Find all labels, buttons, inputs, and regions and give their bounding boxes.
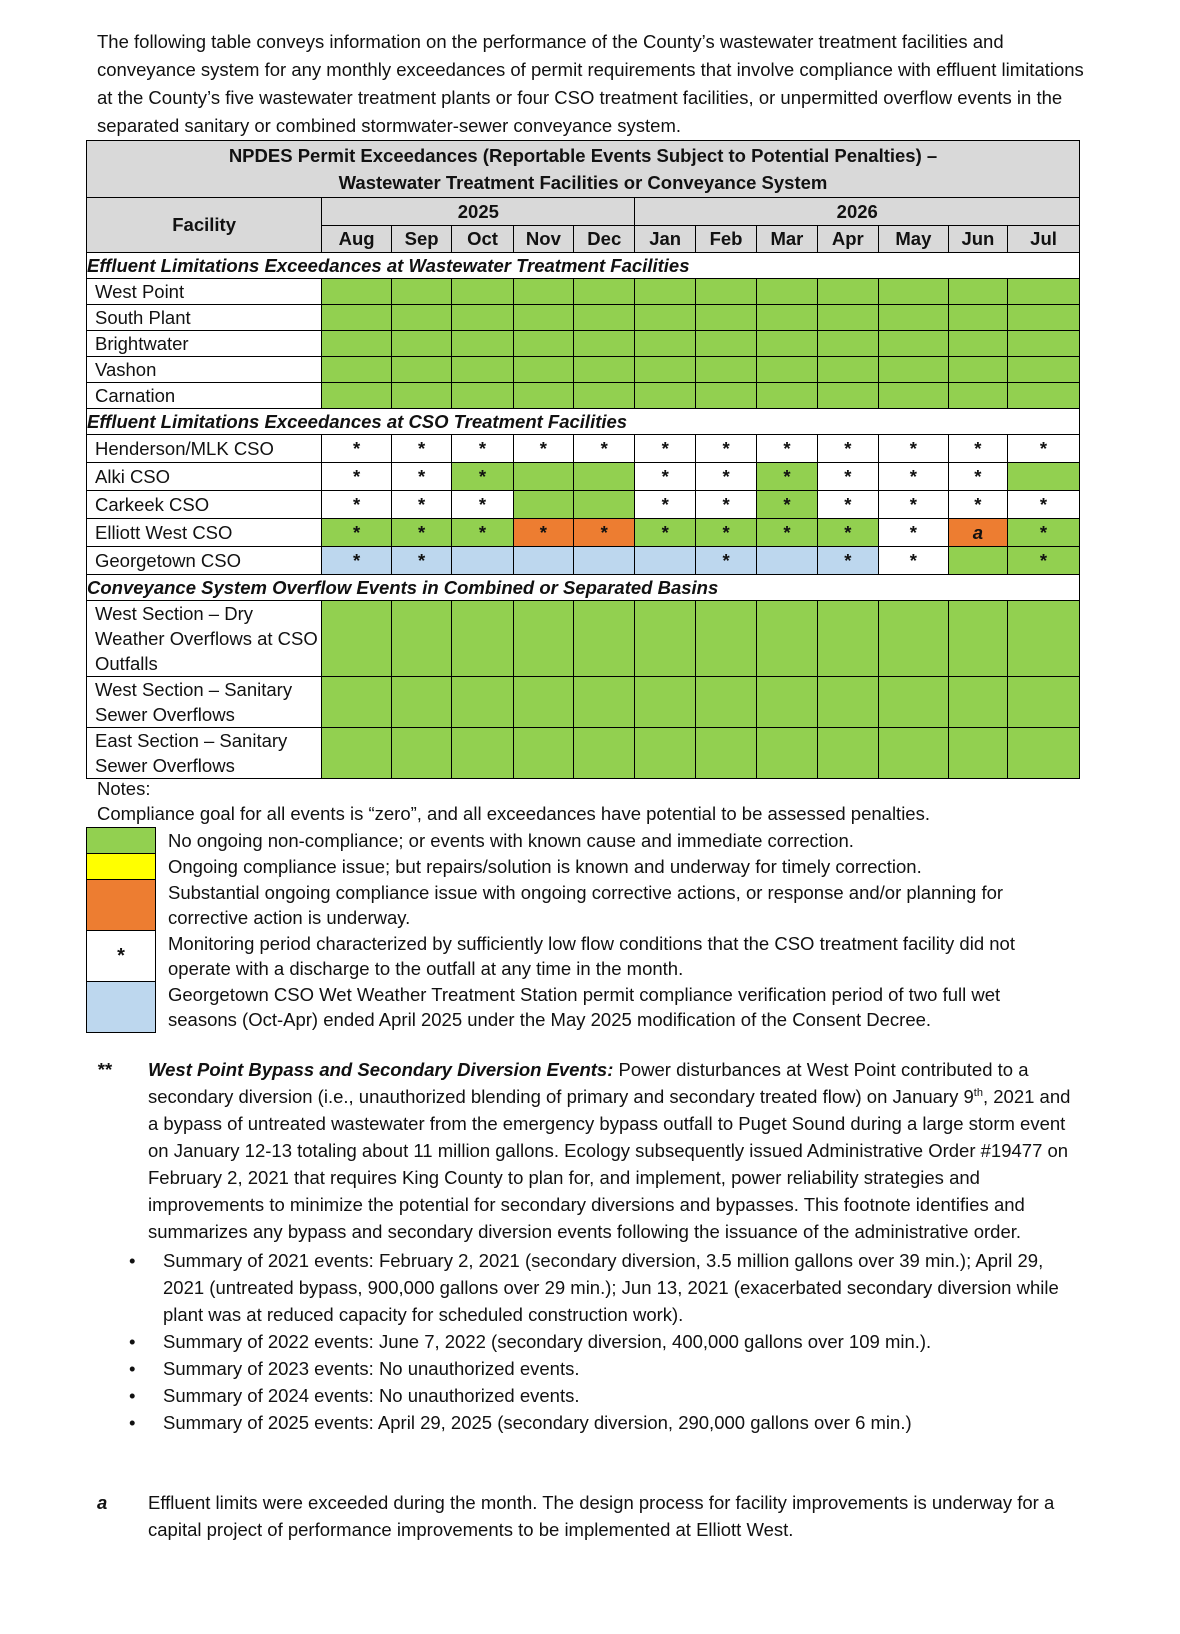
table-row [87, 728, 1080, 779]
legend-item [87, 828, 1049, 854]
status-cell: * [879, 435, 949, 463]
table-row [87, 463, 1080, 491]
month-header: Jun [948, 226, 1007, 253]
status-cell: * [757, 519, 817, 547]
status-cell [757, 601, 817, 677]
facility-name: West Section – Dry Weather Overflows at CSO Outfalls [87, 601, 322, 677]
status-cell [817, 383, 878, 409]
bullet-text: Summary of 2021 events: February 2, 2021 (secondary diversion, 3.5 million gallons over 39 min.); April 29, 2021 (untreated bypass, 900,000 gallons over 29 min.); Jun 13, 2021 (exacerbated secondary diversion while plant was at reduced capacity for scheduled construction work). [163, 1250, 1059, 1325]
status-cell [391, 305, 451, 331]
facility-name: West Section – Sanitary Sewer Overflows [87, 677, 322, 728]
status-cell: * [817, 491, 878, 519]
status-cell: * [695, 519, 756, 547]
status-cell [948, 279, 1007, 305]
status-cell: * [817, 519, 878, 547]
bullet-text: Summary of 2023 events: No unauthorized events. [163, 1358, 580, 1379]
table-title-line1: NPDES Permit Exceedances (Reportable Events Subject to Potential Penalties) – [228, 145, 938, 166]
status-cell: * [574, 519, 635, 547]
table-row [87, 601, 1080, 677]
table-row [87, 677, 1080, 728]
section-title: Effluent Limitations Exceedances at CSO Treatment Facilities [87, 409, 1080, 435]
facility-name: Brightwater [87, 331, 322, 357]
status-cell [695, 279, 756, 305]
month-header: Jan [635, 226, 695, 253]
status-cell: * [695, 491, 756, 519]
status-cell [879, 305, 949, 331]
status-cell [574, 305, 635, 331]
legend-text: Substantial ongoing compliance issue with ongoing corrective actions, or response and/or planning for corrective action is underway. [168, 882, 1004, 928]
bullet-icon: • [129, 1358, 136, 1379]
intro-paragraph: The following table conveys information on the performance of the County’s wastewater treatment facilities and conveyance system for any monthly exceedances of permit requirements that involve compliance with effluent limitations at the County’s five wastewater treatment plants or four CSO treatment facilities, or unpermitted overflow events in the separated sanitary or combined stormwater-sewer conveyance system. [97, 31, 1084, 136]
status-cell [322, 357, 392, 383]
status-cell [513, 728, 573, 779]
status-cell [948, 357, 1007, 383]
status-cell: a [948, 519, 1007, 547]
status-cell [948, 728, 1007, 779]
status-cell: * [322, 463, 392, 491]
status-cell: * [513, 519, 573, 547]
table-row [87, 357, 1080, 383]
legend-text: Georgetown CSO Wet Weather Treatment Station permit compliance verification period of two full wet seasons (Oct-Apr) ended April 2025 under the May 2025 modification of the Consent Decree. [168, 984, 1001, 1030]
status-cell [574, 491, 635, 519]
status-cell [1008, 279, 1080, 305]
status-cell [452, 601, 513, 677]
legend-swatch [87, 982, 156, 1033]
events-summary-list [97, 1247, 1077, 1436]
compliance-goal: Compliance goal for all events is “zero”, and all exceedances have potential to be assessed penalties. [97, 803, 930, 824]
status-cell [513, 601, 573, 677]
status-cell [574, 677, 635, 728]
status-cell [635, 728, 695, 779]
facility-name: Henderson/MLK CSO [87, 435, 322, 463]
status-cell [817, 728, 878, 779]
table-row [87, 331, 1080, 357]
month-header: Sep [391, 226, 451, 253]
status-cell: * [452, 463, 513, 491]
bullet-icon: • [129, 1412, 136, 1433]
legend-text: Monitoring period characterized by sufficiently low flow conditions that the CSO treatment facility did not operate with a discharge to the outfall at any time in the month. [168, 933, 1015, 979]
facility-column-header: Facility [87, 198, 322, 253]
facility-name: Elliott West CSO [87, 519, 322, 547]
facility-name: Vashon [87, 357, 322, 383]
year-2025-header: 2025 [322, 198, 635, 226]
status-cell [452, 677, 513, 728]
footnote-a-mark: a [97, 1492, 108, 1513]
status-cell: * [817, 547, 878, 575]
status-cell [574, 279, 635, 305]
table-row [87, 383, 1080, 409]
legend [86, 827, 1049, 1033]
list-item [97, 1328, 1077, 1355]
status-cell [391, 279, 451, 305]
status-cell: * [452, 491, 513, 519]
table-title [87, 141, 1080, 198]
status-cell [513, 305, 573, 331]
status-cell [757, 383, 817, 409]
month-header: Feb [695, 226, 756, 253]
facility-name: Carkeek CSO [87, 491, 322, 519]
status-cell: * [635, 463, 695, 491]
status-cell [452, 728, 513, 779]
notes-heading: Notes: [97, 778, 151, 799]
status-cell [574, 601, 635, 677]
status-cell [695, 357, 756, 383]
status-cell: * [452, 519, 513, 547]
status-cell [322, 728, 392, 779]
status-cell [322, 331, 392, 357]
status-cell [635, 601, 695, 677]
status-cell [322, 383, 392, 409]
month-header: May [879, 226, 949, 253]
status-cell [513, 547, 573, 575]
month-header: Oct [452, 226, 513, 253]
status-cell [1008, 463, 1080, 491]
legend-swatch: * [87, 931, 156, 982]
status-cell: * [391, 519, 451, 547]
status-cell [879, 357, 949, 383]
footnote-sup: th [973, 1086, 983, 1099]
status-cell [322, 677, 392, 728]
status-cell [391, 331, 451, 357]
list-item [97, 1247, 1077, 1328]
legend-item [87, 880, 1049, 931]
status-cell [452, 305, 513, 331]
month-header: Nov [513, 226, 573, 253]
legend-swatch [87, 854, 156, 880]
status-cell [1008, 305, 1080, 331]
status-cell [513, 383, 573, 409]
list-item [97, 1355, 1077, 1382]
status-cell [695, 677, 756, 728]
bullet-icon: • [129, 1250, 136, 1271]
bullet-text: Summary of 2024 events: No unauthorized events. [163, 1385, 580, 1406]
status-cell: * [1008, 519, 1080, 547]
status-cell [574, 357, 635, 383]
status-cell: * [391, 491, 451, 519]
status-cell [948, 305, 1007, 331]
bullet-icon: • [129, 1385, 136, 1406]
status-cell: * [695, 463, 756, 491]
status-cell [948, 547, 1007, 575]
status-cell [574, 463, 635, 491]
a-footnote [97, 1489, 1077, 1543]
status-cell: * [322, 519, 392, 547]
status-cell [695, 331, 756, 357]
month-header: Apr [817, 226, 878, 253]
status-cell [574, 728, 635, 779]
status-cell [757, 728, 817, 779]
status-cell: * [1008, 435, 1080, 463]
legend-item [87, 854, 1049, 880]
legend-item [87, 982, 1049, 1033]
status-cell [391, 601, 451, 677]
status-cell: * [879, 463, 949, 491]
status-cell: * [695, 435, 756, 463]
bullet-text: Summary of 2025 events: April 29, 2025 (secondary diversion, 290,000 gallons over 6 min.) [163, 1412, 912, 1433]
status-cell: * [757, 491, 817, 519]
status-cell: * [757, 463, 817, 491]
bullet-icon: • [129, 1331, 136, 1352]
status-cell [879, 279, 949, 305]
status-cell [452, 383, 513, 409]
status-cell [817, 677, 878, 728]
status-cell [817, 601, 878, 677]
status-cell [948, 383, 1007, 409]
status-cell: * [574, 435, 635, 463]
status-cell [948, 677, 1007, 728]
status-cell: * [948, 435, 1007, 463]
status-cell: * [695, 547, 756, 575]
status-cell [948, 601, 1007, 677]
status-cell: * [879, 547, 949, 575]
section-title: Effluent Limitations Exceedances at Wastewater Treatment Facilities [87, 253, 1080, 279]
status-cell [695, 728, 756, 779]
status-cell: * [879, 491, 949, 519]
status-cell [817, 357, 878, 383]
status-cell: * [391, 463, 451, 491]
status-cell: * [1008, 491, 1080, 519]
status-cell [452, 331, 513, 357]
status-cell [513, 279, 573, 305]
footnote-a-text: Effluent limits were exceeded during the month. The design process for facility improvements is underway for a capital project of performance improvements to be implemented at Elliott West. [148, 1492, 1055, 1540]
legend-item [87, 931, 1049, 982]
status-cell [1008, 357, 1080, 383]
status-cell [1008, 677, 1080, 728]
status-cell [513, 463, 573, 491]
status-cell [322, 305, 392, 331]
table-row [87, 435, 1080, 463]
status-cell [574, 547, 635, 575]
status-cell [757, 331, 817, 357]
status-cell [1008, 601, 1080, 677]
status-cell [1008, 331, 1080, 357]
legend-swatch [87, 828, 156, 854]
status-cell [452, 547, 513, 575]
status-cell [817, 279, 878, 305]
status-cell [695, 305, 756, 331]
status-cell: * [513, 435, 573, 463]
month-header: Mar [757, 226, 817, 253]
status-cell: * [322, 435, 392, 463]
status-cell [322, 279, 392, 305]
status-cell [635, 383, 695, 409]
status-cell: * [635, 491, 695, 519]
status-cell [452, 357, 513, 383]
status-cell [391, 677, 451, 728]
status-cell: * [391, 547, 451, 575]
status-cell: * [635, 435, 695, 463]
exceedances-table [86, 140, 1080, 779]
facility-name: South Plant [87, 305, 322, 331]
status-cell [574, 383, 635, 409]
legend-text: Ongoing compliance issue; but repairs/solution is known and underway for timely correction. [168, 856, 922, 877]
legend-swatch [87, 880, 156, 931]
status-cell [635, 677, 695, 728]
status-cell [948, 331, 1007, 357]
status-cell [635, 305, 695, 331]
status-cell [757, 279, 817, 305]
status-cell [757, 547, 817, 575]
status-cell [1008, 383, 1080, 409]
status-cell [635, 547, 695, 575]
status-cell: * [1008, 547, 1080, 575]
status-cell [391, 357, 451, 383]
month-header: Aug [322, 226, 392, 253]
status-cell [879, 601, 949, 677]
bullet-text: Summary of 2022 events: June 7, 2022 (secondary diversion, 400,000 gallons over 109 min.). [163, 1331, 932, 1352]
status-cell [1008, 728, 1080, 779]
facility-name: Alki CSO [87, 463, 322, 491]
status-cell [391, 728, 451, 779]
status-cell [635, 279, 695, 305]
status-cell [513, 677, 573, 728]
status-cell: * [879, 519, 949, 547]
status-cell [635, 357, 695, 383]
notes-block [97, 776, 930, 826]
table-row [87, 305, 1080, 331]
month-header: Dec [574, 226, 635, 253]
month-header: Jul [1008, 226, 1080, 253]
facility-name: East Section – Sanitary Sewer Overflows [87, 728, 322, 779]
status-cell [513, 491, 573, 519]
footnote-text-2: , 2021 and a bypass of untreated wastewater from the emergency bypass outfall to Puget Sound during a large storm event on January 12-13 totaling about 11 million gallons. Ecology subsequently issued Administrative Order #19477 on February 2, 2021 that requires King County to plan for, and implement, power reliability strategies and improvements to minimize the potential for secondary diversions and bypasses. This footnote identifies and summarizes any bypass and secondary diversion events following the issuance of the administrative order. [148, 1086, 1071, 1242]
facility-name: Georgetown CSO [87, 547, 322, 575]
status-cell [817, 331, 878, 357]
status-cell [574, 331, 635, 357]
status-cell [879, 728, 949, 779]
status-cell: * [322, 547, 392, 575]
table-row [87, 519, 1080, 547]
status-cell [757, 305, 817, 331]
facility-name: West Point [87, 279, 322, 305]
status-cell [635, 331, 695, 357]
status-cell: * [817, 435, 878, 463]
status-cell [817, 305, 878, 331]
status-cell: * [322, 491, 392, 519]
status-cell [322, 601, 392, 677]
table-row [87, 279, 1080, 305]
status-cell [391, 383, 451, 409]
year-2026-header: 2026 [635, 198, 1080, 226]
facility-name: Carnation [87, 383, 322, 409]
footnote-double-asterisk: ** [97, 1059, 112, 1080]
bypass-footnote [97, 1056, 1077, 1436]
status-cell [695, 601, 756, 677]
footnote-lead: West Point Bypass and Secondary Diversion Events: [148, 1059, 614, 1080]
status-cell [452, 279, 513, 305]
status-cell: * [452, 435, 513, 463]
status-cell: * [948, 491, 1007, 519]
section-title: Conveyance System Overflow Events in Combined or Separated Basins [87, 575, 1080, 601]
status-cell: * [757, 435, 817, 463]
table-row [87, 547, 1080, 575]
list-item [97, 1409, 1077, 1436]
table-title-line2: Wastewater Treatment Facilities or Conveyance System [338, 172, 828, 193]
status-cell [695, 383, 756, 409]
status-cell: * [817, 463, 878, 491]
status-cell [879, 383, 949, 409]
legend-text: No ongoing non-compliance; or events with known cause and immediate correction. [168, 830, 854, 851]
footnote-text-1: Power disturbances at West Point contributed to a secondary diversion (i.e., unauthorized blending of primary and secondary treated flow) on January 9 [148, 1059, 1029, 1107]
list-item [97, 1382, 1077, 1409]
status-cell [879, 331, 949, 357]
status-cell: * [948, 463, 1007, 491]
table-row [87, 491, 1080, 519]
status-cell [513, 331, 573, 357]
status-cell [757, 677, 817, 728]
status-cell [757, 357, 817, 383]
status-cell [513, 357, 573, 383]
status-cell: * [635, 519, 695, 547]
status-cell: * [391, 435, 451, 463]
status-cell [879, 677, 949, 728]
